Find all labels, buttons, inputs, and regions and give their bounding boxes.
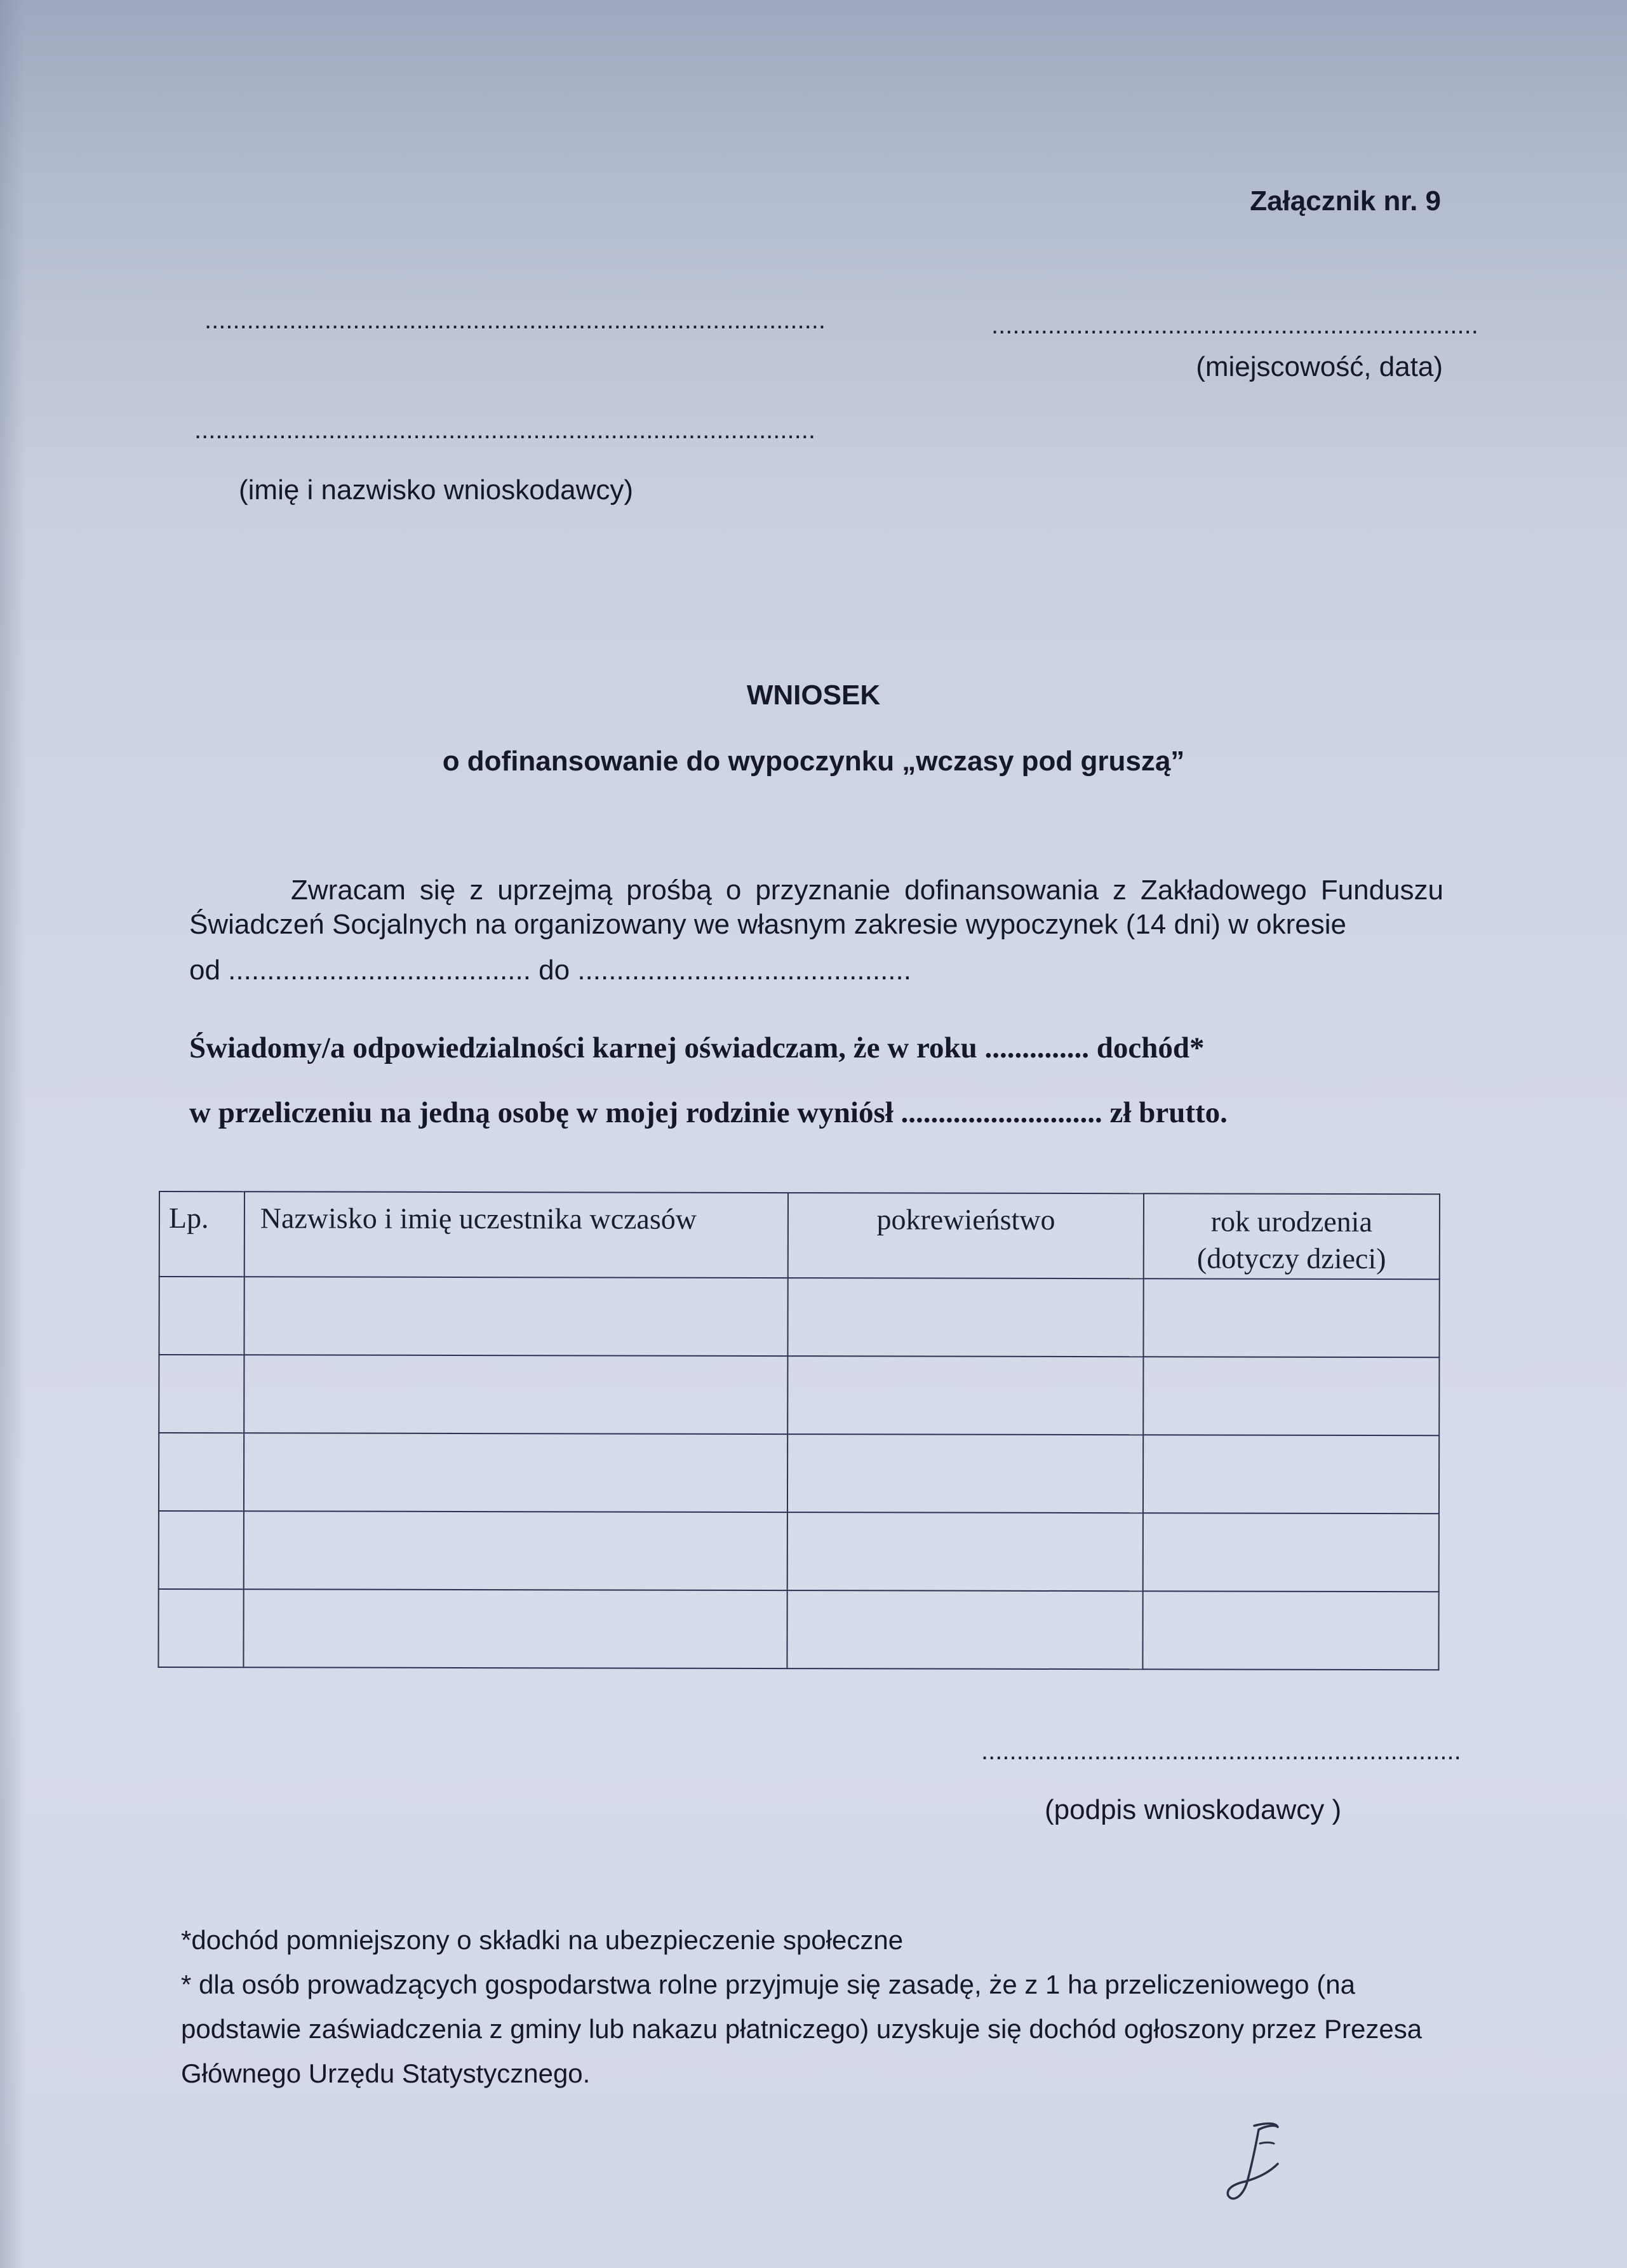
cell-birth-year[interactable] bbox=[1142, 1591, 1438, 1670]
header-birth-year-line1: rok urodzenia bbox=[1210, 1205, 1372, 1238]
cell-birth-year[interactable] bbox=[1143, 1278, 1439, 1357]
header-participant-name: Nazwisko i imię uczestnika wczasów bbox=[244, 1191, 789, 1278]
cell-relation[interactable] bbox=[787, 1434, 1143, 1513]
cell-lp[interactable] bbox=[159, 1355, 244, 1433]
request-paragraph: Zwracam się z uprzejmą prośbą o przyznanie dofinansowania z Zakładowego Funduszu Świadczeń Socjalnych na organizowany we własnym zakresie wypoczynek (14 dni) w okresie bbox=[189, 875, 1443, 940]
cell-relation[interactable] bbox=[787, 1590, 1143, 1669]
header-lp: Lp. bbox=[159, 1191, 244, 1277]
declaration-line-2: w przeliczeniu na jedną osobę w mojej rodzinie wyniósł ........................... zł brutto. bbox=[189, 1096, 1228, 1129]
cell-birth-year[interactable] bbox=[1143, 1435, 1439, 1513]
cell-relation[interactable] bbox=[788, 1356, 1144, 1435]
document-subtitle: o dofinansowanie do wypoczynku „wczasy pod gruszą” bbox=[442, 746, 1185, 777]
cell-name[interactable] bbox=[244, 1433, 788, 1512]
place-date-label: (miejscowość, data) bbox=[1196, 351, 1443, 382]
cell-birth-year[interactable] bbox=[1143, 1357, 1439, 1435]
cell-name[interactable] bbox=[243, 1589, 787, 1668]
document-title: WNIOSEK bbox=[746, 680, 881, 711]
applicant-dotted-line[interactable]: ........................................................................................ bbox=[204, 306, 826, 334]
cell-lp[interactable] bbox=[159, 1511, 244, 1589]
attachment-label: Załącznik nr. 9 bbox=[1250, 185, 1441, 217]
handwritten-initial bbox=[1219, 2118, 1289, 2207]
cell-lp[interactable] bbox=[159, 1433, 244, 1511]
signature-dotted-line[interactable]: .................................................................... bbox=[981, 1737, 1461, 1765]
cell-name[interactable] bbox=[244, 1277, 788, 1356]
table-row bbox=[159, 1511, 1439, 1592]
table-row bbox=[158, 1589, 1438, 1670]
header-birth-year-line2: (dotyczy dzieci) bbox=[1196, 1242, 1386, 1275]
name-label: (imię i nazwisko wnioskodawcy) bbox=[239, 474, 634, 506]
page-edge-shadow bbox=[0, 0, 25, 2268]
header-relation: pokrewieństwo bbox=[788, 1193, 1144, 1278]
cell-birth-year[interactable] bbox=[1143, 1513, 1439, 1592]
signature-label: (podpis wnioskodawcy ) bbox=[1045, 1794, 1342, 1825]
name-dotted-line[interactable]: ........................................................................................ bbox=[194, 416, 815, 444]
cell-lp[interactable] bbox=[159, 1277, 244, 1355]
cell-relation[interactable] bbox=[788, 1278, 1144, 1357]
place-date-dotted-line[interactable]: ..................................................................... bbox=[991, 311, 1478, 339]
footnote-2: * dla osób prowadzących gospodarstwa rolne przyjmuje się zasadę, że z 1 ha przeliczeniowego (na podstawie zaświadczenia z gminy lub nakazu płatniczego) uzyskuje się dochód ogłoszony przez Prezesa Głównego Urzędu Statystycznego. bbox=[181, 1969, 1423, 2088]
cell-lp[interactable] bbox=[158, 1589, 243, 1667]
cell-name[interactable] bbox=[244, 1511, 788, 1590]
cell-relation[interactable] bbox=[787, 1512, 1143, 1591]
footnote-1: *dochód pomniejszony o składki na ubezpieczenie społeczne bbox=[181, 1925, 904, 1955]
period-line[interactable]: od ....................................... do ........................................... bbox=[189, 955, 911, 986]
table-row bbox=[159, 1277, 1439, 1357]
header-birth-year bbox=[1144, 1193, 1440, 1279]
cell-name[interactable] bbox=[244, 1355, 788, 1434]
table-header-row bbox=[159, 1191, 1440, 1279]
table-row bbox=[159, 1355, 1439, 1435]
participants-table bbox=[157, 1191, 1440, 1670]
table-row bbox=[159, 1433, 1439, 1513]
declaration-line-1: Świadomy/a odpowiedzialności karnej oświadczam, że w roku .............. dochód* bbox=[189, 1031, 1205, 1064]
